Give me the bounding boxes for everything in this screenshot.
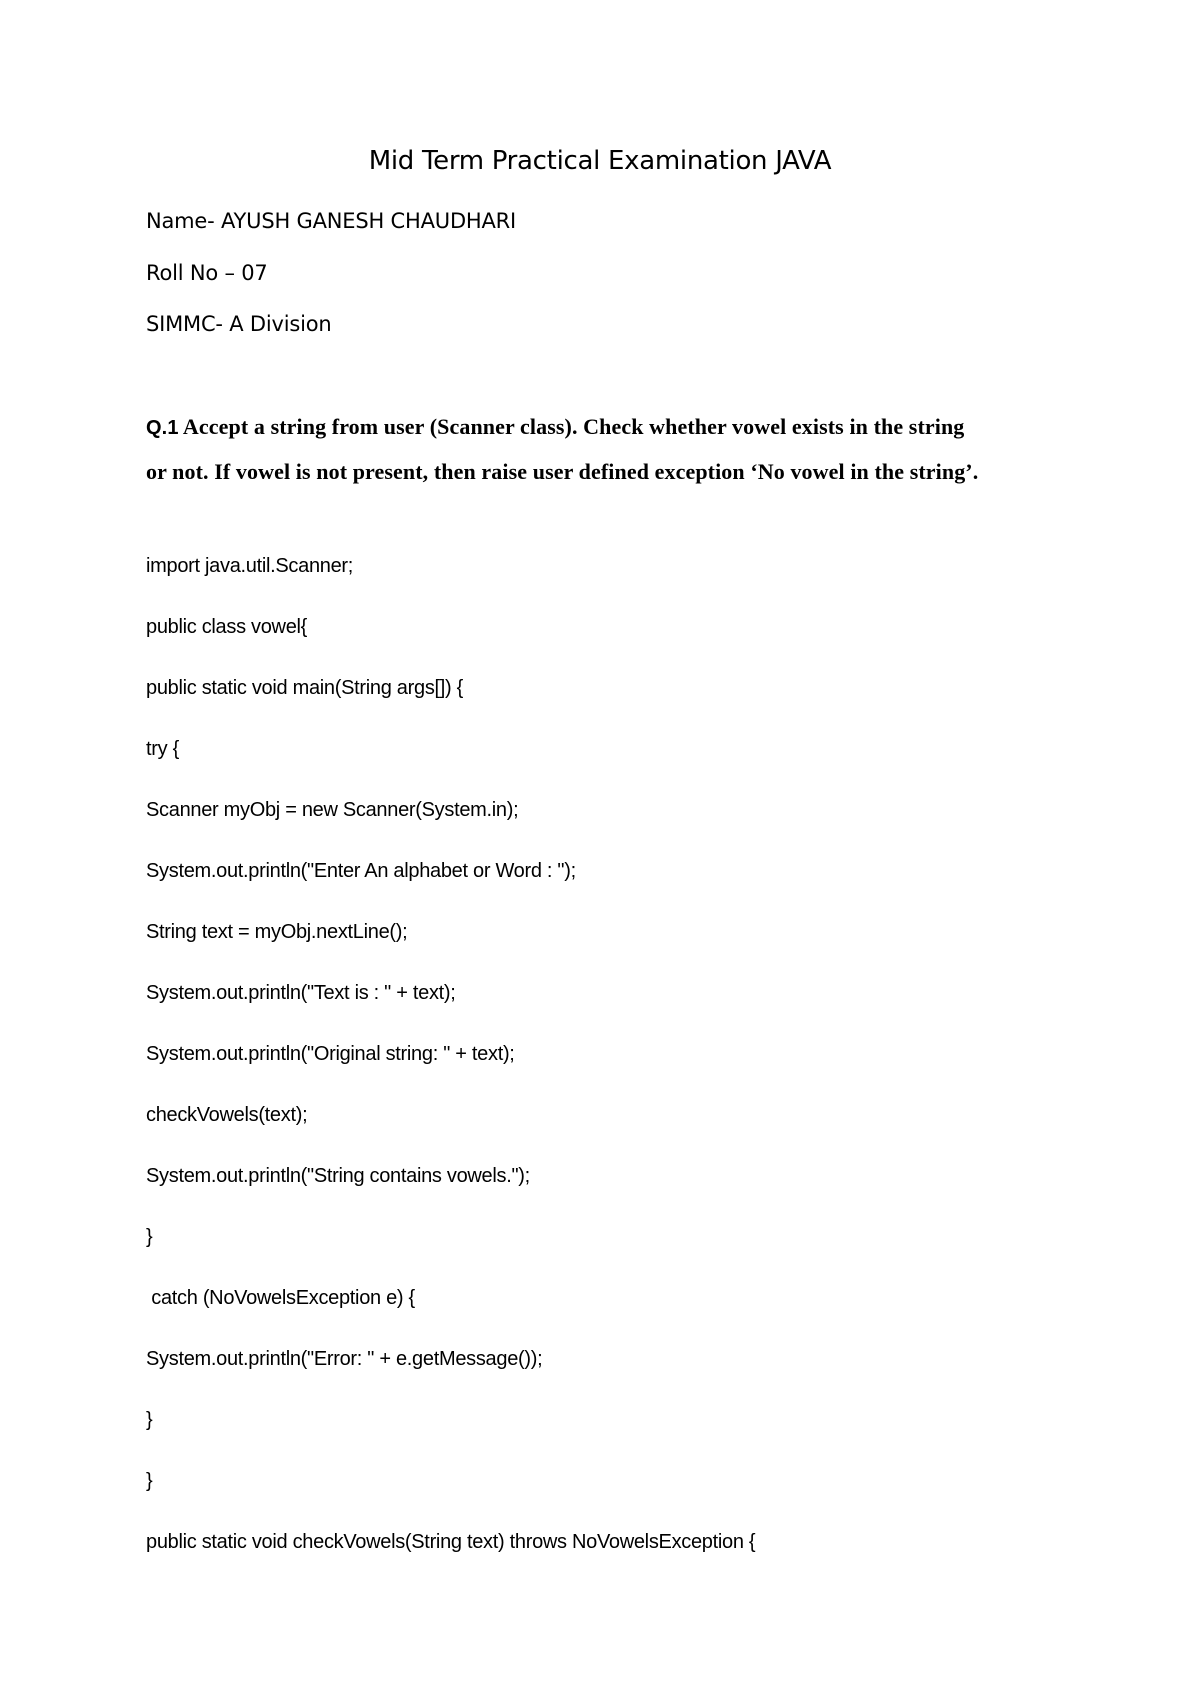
code-line: System.out.println("Original string: " + text); <box>146 1043 515 1065</box>
code-line: System.out.println("Text is : " + text); <box>146 982 456 1004</box>
code-line: checkVowels(text); <box>146 1104 308 1126</box>
question-text-1: Accept a string from user (Scanner class). Check whether vowel exists in the string <box>178 414 965 439</box>
question-line-1 <box>146 405 1076 450</box>
question-block <box>146 405 1076 493</box>
code-line: Scanner myObj = new Scanner(System.in); <box>146 799 519 821</box>
code-line: catch (NoVowelsException e) { <box>146 1287 415 1309</box>
code-line: public class vowel{ <box>146 616 308 638</box>
code-line: try { <box>146 738 179 760</box>
code-line: System.out.println("Enter An alphabet or Word : "); <box>146 860 576 882</box>
code-line: public static void main(String args[]) { <box>146 677 464 699</box>
code-line: String text = myObj.nextLine(); <box>146 921 408 943</box>
code-line: System.out.println("Error: " + e.getMessage()); <box>146 1348 543 1370</box>
question-number: Q.1 <box>146 417 179 439</box>
code-line: public static void checkVowels(String text) throws NoVowelsException { <box>146 1531 756 1553</box>
roll-number: Roll No – 07 <box>146 261 268 285</box>
code-line: System.out.println("String contains vowels."); <box>146 1165 530 1187</box>
student-name: Name- AYUSH GANESH CHAUDHARI <box>146 209 517 233</box>
division: SIMMC- A Division <box>146 312 332 336</box>
document-title: Mid Term Practical Examination JAVA <box>368 146 832 176</box>
code-line: } <box>146 1226 153 1248</box>
code-line: } <box>146 1409 153 1431</box>
question-line-2: or not. If vowel is not present, then raise user defined exception ‘No vowel in the string’. <box>146 459 979 484</box>
code-line: } <box>146 1470 153 1492</box>
code-line: import java.util.Scanner; <box>146 555 354 577</box>
